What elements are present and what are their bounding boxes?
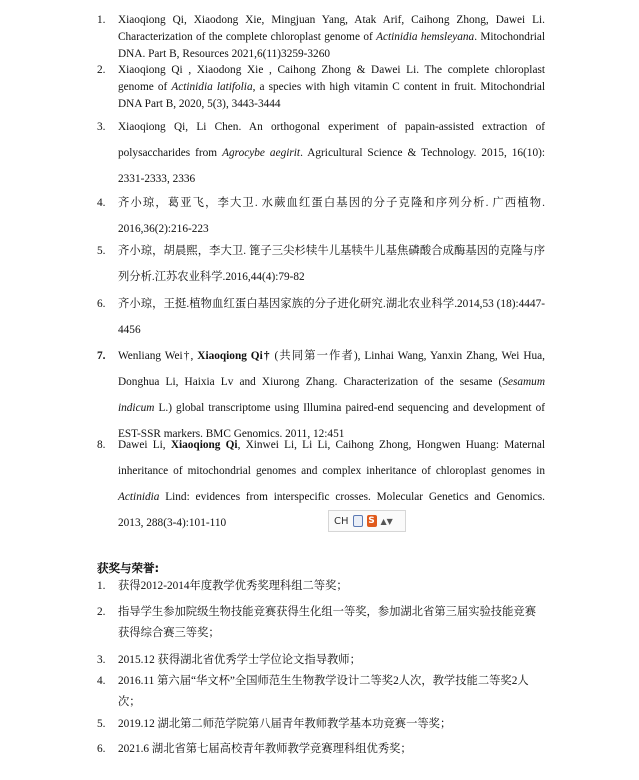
reference-text xyxy=(118,291,545,343)
award-item xyxy=(97,739,545,760)
award-item xyxy=(97,602,545,644)
award-item xyxy=(97,671,545,713)
text-run: 齐小琼，葛亚飞，李大卫. 水蕨血红蛋白基因的分子克隆和序列分析. 广西植物. 2016,36(2):216-223 xyxy=(118,197,545,235)
italic-text: Actinidia latifolia xyxy=(171,81,253,93)
award-item xyxy=(97,576,545,597)
reference-number: 1. xyxy=(97,14,106,26)
sogou-icon[interactable]: S xyxy=(368,516,375,526)
text-run: . Agricultural Science & Technology. 2015, 16(10): 2331-2333, 2336 xyxy=(118,147,545,185)
reference-number: 5. xyxy=(97,245,106,257)
italic-text: Actinidia hemsleyana xyxy=(376,31,475,43)
award-number: 5. xyxy=(97,718,106,730)
reference-text xyxy=(118,190,545,242)
reference-number: 4. xyxy=(97,197,106,209)
award-text: 获得2012-2014年度教学优秀奖理科组二等奖； xyxy=(118,580,348,592)
award-number: 3. xyxy=(97,654,106,666)
reference-number: 7. xyxy=(97,350,106,362)
text-run: 齐小琼，王挺.植物血红蛋白基因家族的分子进化研究.湖北农业科学.2014,53 (18):4447-4456 xyxy=(118,298,545,336)
bold-author: Xiaoqiong Qi xyxy=(170,439,238,451)
award-number: 4. xyxy=(97,675,106,687)
reference-number: 3. xyxy=(97,121,106,133)
italic-text: Agrocybe aegirit xyxy=(222,147,301,159)
award-text: 2019.12 湖北第二师范学院第八届青年教师教学基本功竞赛一等奖； xyxy=(118,718,452,730)
text-run: . Mitochondrial DNA. Part B, Resources 2021,6(11)3259-3260 xyxy=(118,31,545,60)
reference-number: 6. xyxy=(97,298,106,310)
reference-item xyxy=(97,432,545,536)
text-run: Xiaoqiong Qi, Li Chen. An orthogonal experiment of papain-assisted extraction of polysaccharides from xyxy=(118,121,545,159)
ime-language-label[interactable]: CH xyxy=(334,515,349,527)
text-run: L.) global transcriptome using Illumina paired-end sequencing and development of EST-SSR markers. BMC Genomics. 2011, 12:451 xyxy=(118,402,545,440)
award-text: 2015.12 获得湖北省优秀学士学位论文指导教师； xyxy=(118,654,361,666)
awards-heading: 获奖与荣誉: xyxy=(97,561,160,575)
italic-text: Sesamum indicum xyxy=(118,376,545,414)
text-run: Wenliang Wei†, xyxy=(118,350,198,362)
reference-item xyxy=(97,190,545,242)
text-run: 齐小琼，胡晨熙，李大卫. 篦子三尖杉犊牛儿基犊牛儿基焦磷酸合成酶基因的克隆与序列分析.江苏农业科学.2016,44(4):79-82 xyxy=(118,245,545,283)
document-icon[interactable] xyxy=(353,515,363,527)
reference-item xyxy=(97,12,545,63)
reference-text xyxy=(118,238,545,290)
reference-item xyxy=(97,114,545,192)
reference-text xyxy=(118,12,545,63)
dropdown-icon[interactable]: ▲▼ xyxy=(380,516,393,526)
award-number: 1. xyxy=(97,580,106,592)
award-number: 6. xyxy=(97,743,106,755)
text-run: , a species with high vitamin C content in fruit. Mitochondrial DNA Part B, 2020, 5(3), 3443-3444 xyxy=(118,81,545,110)
text-run: , Xinwei Li, Li Li, Caihong Zhong, Hongwen Huang: Maternal inheritance of mitochondrial genomes and complex inheritance of chloroplast genomes in xyxy=(118,439,545,477)
award-item xyxy=(97,650,545,671)
text-run: Xiaoqiong Qi , Xiaodong Xie , Caihong Zhong & Dawei Li. The complete chloroplast genome of xyxy=(118,64,545,93)
ime-toolbar[interactable] xyxy=(328,510,406,532)
reference-text xyxy=(118,62,545,113)
reference-number: 8. xyxy=(97,439,106,451)
award-text: 指导学生参加院级生物技能竞赛获得生化组一等奖，参加湖北省第三届实验技能竞赛获得综合赛三等奖； xyxy=(118,606,536,639)
reference-item xyxy=(97,291,545,343)
award-text: 2016.11 第六届“华文杯”全国师范生生物教学设计二等奖2人次，教学技能二等奖2人次； xyxy=(118,675,529,708)
text-run: Xiaoqiong Qi, Xiaodong Xie, Mingjuan Yang, Atak Arif, Caihong Zhong, Dawei Li. Characterization of the complete chloroplast genome of xyxy=(118,14,545,43)
reference-item xyxy=(97,62,545,113)
text-run: (共同第一作者), Linhai Wang, Yanxin Zhang, Wei Hua, Donghua Li, Haixia Lv and Xiurong Zhang. Characterization of the sesame ( xyxy=(118,350,545,388)
text-run: Lind: evidences from interspecific crosses. Molecular Genetics and Genomics. 2013, 288(3-4):101-110 xyxy=(118,491,545,529)
bold-author: Xiaoqiong Qi† xyxy=(197,350,271,362)
text-run: Dawei Li, xyxy=(118,439,171,451)
award-number: 2. xyxy=(97,606,106,618)
italic-text: Actinidia xyxy=(118,491,160,503)
reference-text xyxy=(118,114,545,192)
reference-item xyxy=(97,238,545,290)
reference-number: 2. xyxy=(97,64,106,76)
award-text: 2021.6 湖北省第七届高校青年教师教学竞赛理科组优秀奖； xyxy=(118,743,412,755)
award-item xyxy=(97,714,545,735)
